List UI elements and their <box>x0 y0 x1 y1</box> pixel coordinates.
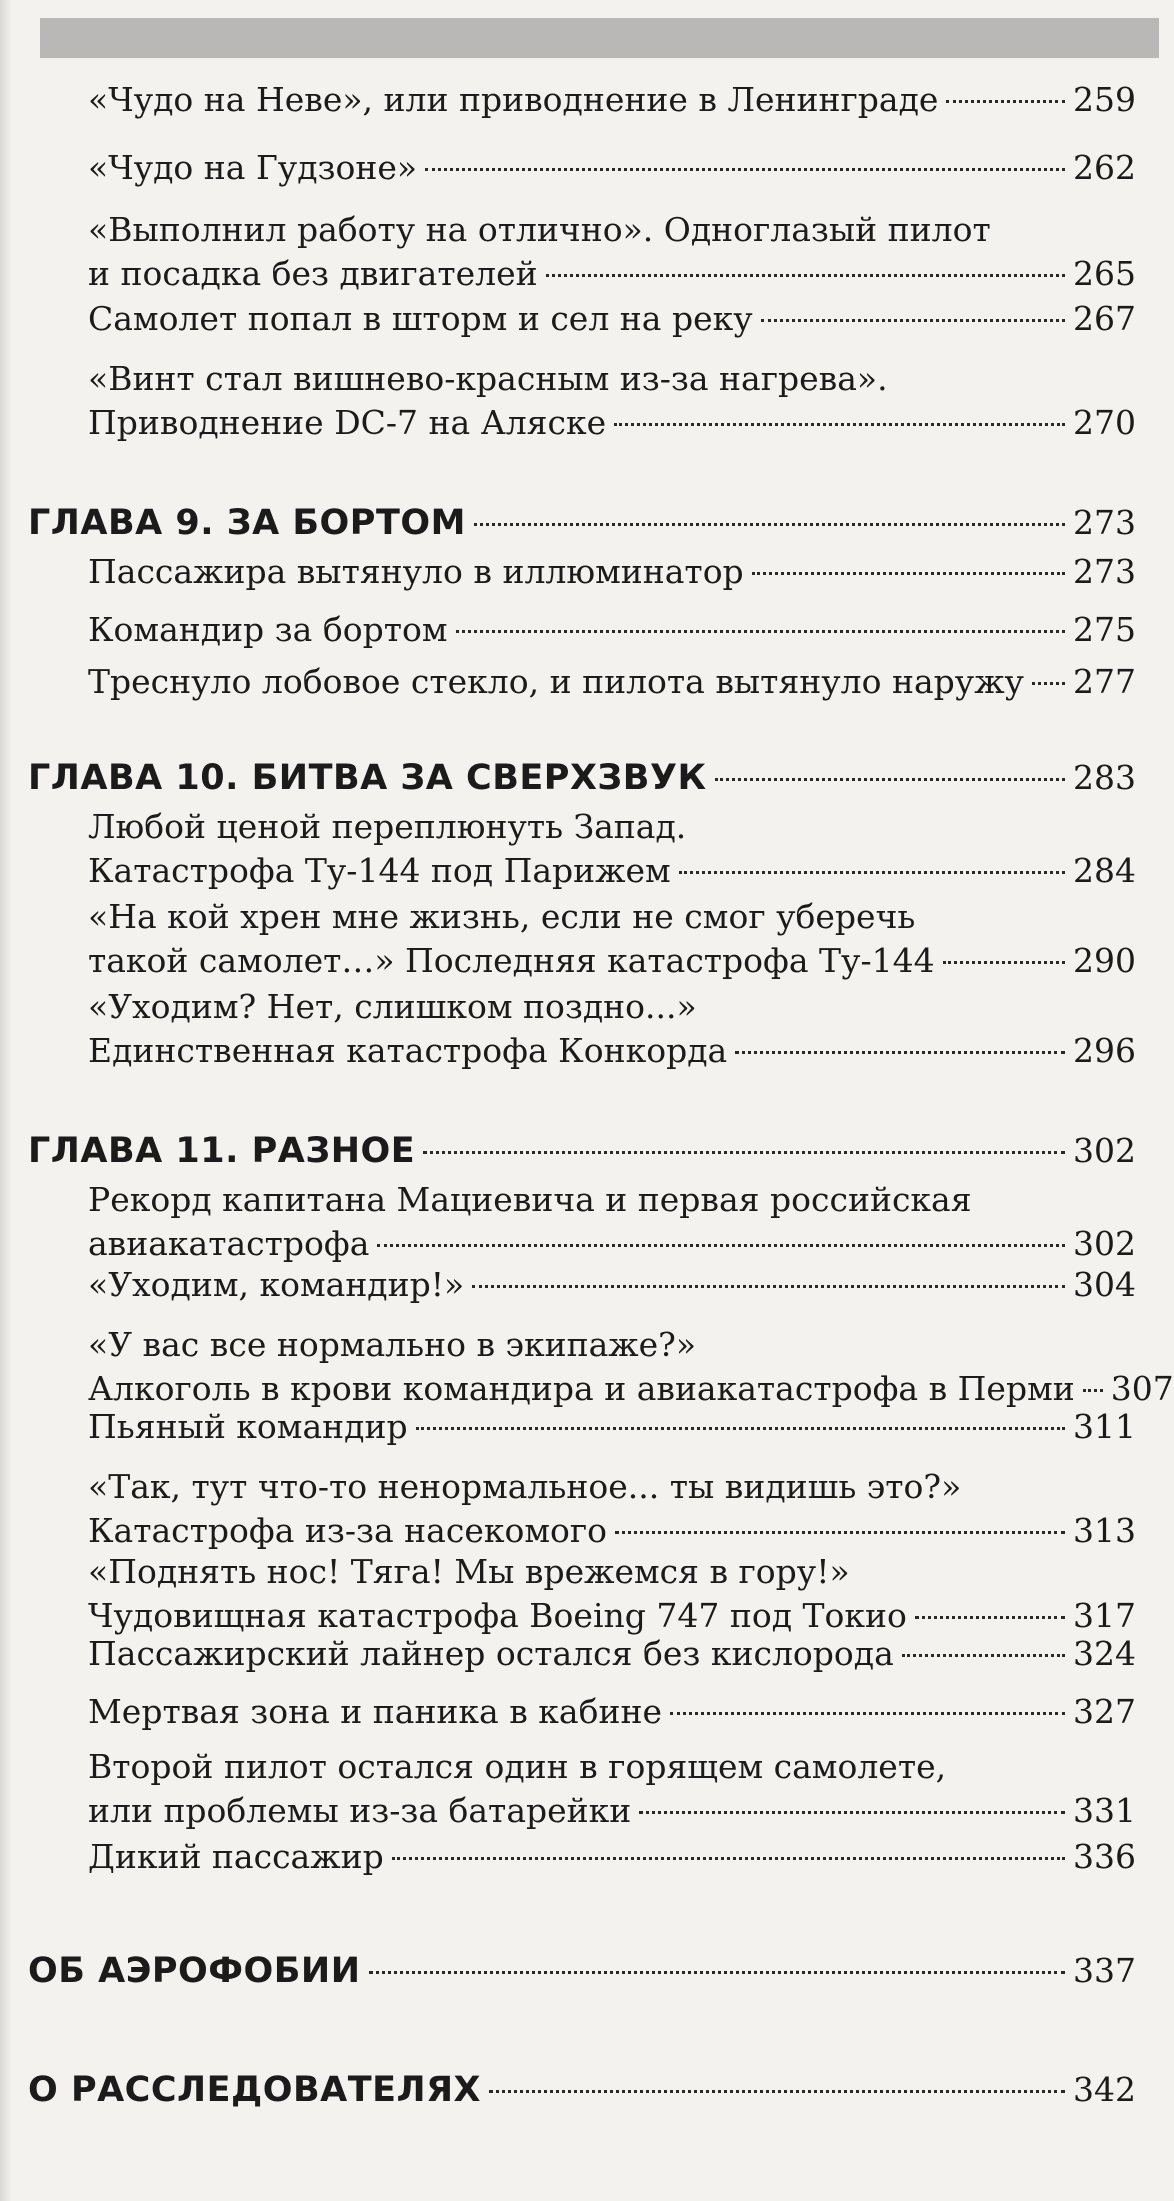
entry-page-number: 262 <box>1073 148 1136 187</box>
dot-leader <box>915 1616 1065 1619</box>
dot-leader <box>902 1654 1065 1657</box>
entry-title-line: Рекорд капитана Мациевича и первая российская <box>88 1180 972 1219</box>
entry-last-line <box>88 1789 1136 1833</box>
dot-leader <box>1083 1389 1103 1392</box>
entry-page-number: 302 <box>1073 1224 1136 1263</box>
dot-leader <box>615 1531 1065 1534</box>
dot-leader <box>546 274 1065 277</box>
chapter-heading-invest[interactable] <box>28 2067 1136 2113</box>
entry-last-line <box>88 1222 1136 1266</box>
dot-leader <box>679 871 1065 874</box>
toc-entry[interactable] <box>88 985 1136 1073</box>
entry-last-line <box>88 1509 1136 1553</box>
entry-last-line <box>88 297 1136 341</box>
entry-title-line: Дикий пассажир <box>88 1837 384 1876</box>
entry-title-line: Единственная катастрофа Конкорда <box>88 1031 728 1070</box>
dot-leader <box>416 1427 1065 1430</box>
entry-title-line: такой самолет…» Последняя катастрофа Ту-144 <box>88 941 935 980</box>
entry-page-number: 265 <box>1073 254 1136 293</box>
entry-last-line <box>88 660 1136 704</box>
dot-leader <box>670 1712 1065 1715</box>
toc-entry[interactable] <box>88 895 1136 983</box>
entry-title-line: «Уходим, командир!» <box>88 1265 465 1304</box>
entry-last-line <box>88 1263 1136 1307</box>
chapter-page-number: 302 <box>1073 1131 1136 1170</box>
entry-title-line: Мертвая зона и паника в кабине <box>88 1692 662 1731</box>
toc-entry[interactable] <box>88 1550 1136 1638</box>
chapter-title: ГЛАВА 9. ЗА БОРТОМ <box>28 503 466 543</box>
entry-page-number: 284 <box>1073 851 1136 890</box>
entry-title-line: Алкоголь в крови командира и авиакатастрофа в Перми <box>88 1369 1075 1408</box>
entry-page-number: 296 <box>1073 1031 1136 1070</box>
dot-leader <box>369 1971 1065 1974</box>
entry-title-line: «Чудо на Неве», или приводнение в Ленинграде <box>88 80 939 119</box>
toc-entry[interactable] <box>88 146 1136 190</box>
chapter-page-number: 273 <box>1073 503 1136 542</box>
chapter-heading-ch10[interactable] <box>28 755 1136 801</box>
dot-leader <box>715 778 1065 781</box>
chapter-heading-aero[interactable] <box>28 1948 1136 1994</box>
entry-page-number: 311 <box>1073 1407 1136 1446</box>
chapter-title: ГЛАВА 11. РАЗНОЕ <box>28 1131 416 1171</box>
entry-title-line: Второй пилот остался один в горящем самолете, <box>88 1747 947 1786</box>
entry-page-number: 290 <box>1073 941 1136 980</box>
toc-entry[interactable] <box>88 1632 1136 1676</box>
entry-title-line: Самолет попал в шторм и сел на реку <box>88 299 753 338</box>
entry-title-line: Катастрофа из-за насекомого <box>88 1511 608 1550</box>
entry-title-line: Чудовищная катастрофа Boeing 747 под Токио <box>88 1596 907 1635</box>
toc-entry[interactable] <box>88 660 1136 704</box>
chapter-page-number: 337 <box>1073 1951 1136 1990</box>
entry-title-line: Пассажирский лайнер остался без кислорода <box>88 1634 894 1673</box>
entry-title-line: «Выполнил работу на отлично». Одноглазый пилот <box>88 210 991 249</box>
toc-entry[interactable] <box>88 78 1136 122</box>
entry-title-line: Приводнение DC-7 на Аляске <box>88 403 607 442</box>
entry-page-number: 317 <box>1073 1596 1136 1635</box>
entry-title-line: Командир за бортом <box>88 610 448 649</box>
entry-last-line <box>88 1690 1136 1734</box>
entry-page-number: 273 <box>1073 552 1136 591</box>
toc-entry[interactable] <box>88 1465 1136 1553</box>
entry-last-line <box>88 939 1136 983</box>
dot-leader <box>423 1151 1065 1154</box>
entry-page-number: 331 <box>1073 1791 1136 1830</box>
entry-last-line <box>88 78 1136 122</box>
entry-title-line: Пассажира вытянуло в иллюминатор <box>88 552 744 591</box>
toc-entry[interactable] <box>88 1835 1136 1879</box>
entry-last-line <box>88 608 1136 652</box>
entry-page-number: 324 <box>1073 1634 1136 1673</box>
chapter-heading-ch11[interactable] <box>28 1128 1136 1174</box>
chapter-title: ГЛАВА 10. БИТВА ЗА СВЕРХЗВУК <box>28 758 707 798</box>
entry-title-line: и посадка без двигателей <box>88 254 538 293</box>
entry-page-number: 304 <box>1073 1265 1136 1304</box>
dot-leader <box>752 572 1065 575</box>
dot-leader <box>639 1811 1065 1814</box>
dot-leader <box>456 630 1066 633</box>
entry-last-line <box>88 146 1136 190</box>
entry-page-number: 277 <box>1073 662 1136 701</box>
dot-leader <box>472 1285 1065 1288</box>
chapter-heading-ch9[interactable] <box>28 500 1136 546</box>
dot-leader <box>392 1857 1065 1860</box>
entry-last-line <box>88 1029 1136 1073</box>
entry-title-line: «Поднять нос! Тяга! Мы врежемся в гору!» <box>88 1552 850 1591</box>
entry-page-number: 327 <box>1073 1692 1136 1731</box>
chapter-page-number: 283 <box>1073 758 1136 797</box>
dot-leader <box>614 423 1065 426</box>
entry-title-line: «Так, тут что-то ненормальное... ты видишь это?» <box>88 1467 962 1506</box>
dot-leader <box>735 1051 1065 1054</box>
entry-last-line <box>88 1405 1136 1449</box>
entry-title-line: «У вас все нормально в экипаже?» <box>88 1325 697 1364</box>
entry-title-line: Любой ценой переплюнуть Запад. <box>88 807 687 846</box>
dot-leader <box>489 2090 1065 2093</box>
entry-title-line: «Уходим? Нет, слишком поздно...» <box>88 987 697 1026</box>
toc-entry[interactable] <box>88 1263 1136 1307</box>
toc-entry[interactable] <box>88 297 1136 341</box>
chapter-page-number: 342 <box>1073 2070 1136 2109</box>
toc-entry[interactable] <box>88 805 1136 893</box>
dot-leader <box>377 1244 1065 1247</box>
entry-last-line <box>88 1632 1136 1676</box>
entry-title-line: Пьяный командир <box>88 1407 408 1446</box>
entry-last-line <box>88 550 1136 594</box>
entry-title-line: «Чудо на Гудзоне» <box>88 148 418 187</box>
entry-page-number: 267 <box>1073 299 1136 338</box>
dot-leader <box>943 961 1065 964</box>
toc-entry[interactable] <box>88 1690 1136 1734</box>
entry-page-number: 259 <box>1073 80 1136 119</box>
toc-entry[interactable] <box>88 1405 1136 1449</box>
dot-leader <box>946 100 1065 103</box>
entry-last-line <box>88 849 1136 893</box>
dot-leader <box>761 319 1065 322</box>
toc-entry[interactable] <box>88 608 1136 652</box>
toc-entry[interactable] <box>88 1323 1174 1411</box>
entry-page-number: 313 <box>1073 1511 1136 1550</box>
entry-title-line: Треснуло лобовое стекло, и пилота вытянуло наружу <box>88 662 1024 701</box>
entry-title-line: Катастрофа Ту-144 под Парижем <box>88 851 671 890</box>
entry-title-line: или проблемы из-за батарейки <box>88 1791 632 1830</box>
toc-entry[interactable] <box>88 357 1136 445</box>
entry-last-line <box>88 1835 1136 1879</box>
entry-page-number: 270 <box>1073 403 1136 442</box>
toc-entry[interactable] <box>88 550 1136 594</box>
toc-entry[interactable] <box>88 1745 1136 1833</box>
entry-page-number: 275 <box>1073 610 1136 649</box>
toc-entry[interactable] <box>88 1178 1136 1266</box>
chapter-title: ОБ АЭРОФОБИИ <box>28 1951 361 1991</box>
entry-title-line: «Винт стал вишнево-красным из-за нагрева». <box>88 359 888 398</box>
dot-leader <box>1032 682 1065 685</box>
entry-last-line <box>88 401 1136 445</box>
toc-entry[interactable] <box>88 208 1136 296</box>
dot-leader <box>474 523 1065 526</box>
entry-title-line: «На кой хрен мне жизнь, если не смог уберечь <box>88 897 916 936</box>
entry-page-number: 307 <box>1110 1369 1174 1408</box>
entry-last-line <box>88 252 1136 296</box>
entry-page-number: 336 <box>1073 1837 1136 1876</box>
dot-leader <box>425 168 1065 171</box>
chapter-title: О РАССЛЕДОВАТЕЛЯХ <box>28 2070 482 2110</box>
entry-title-line: авиакатастрофа <box>88 1224 370 1263</box>
